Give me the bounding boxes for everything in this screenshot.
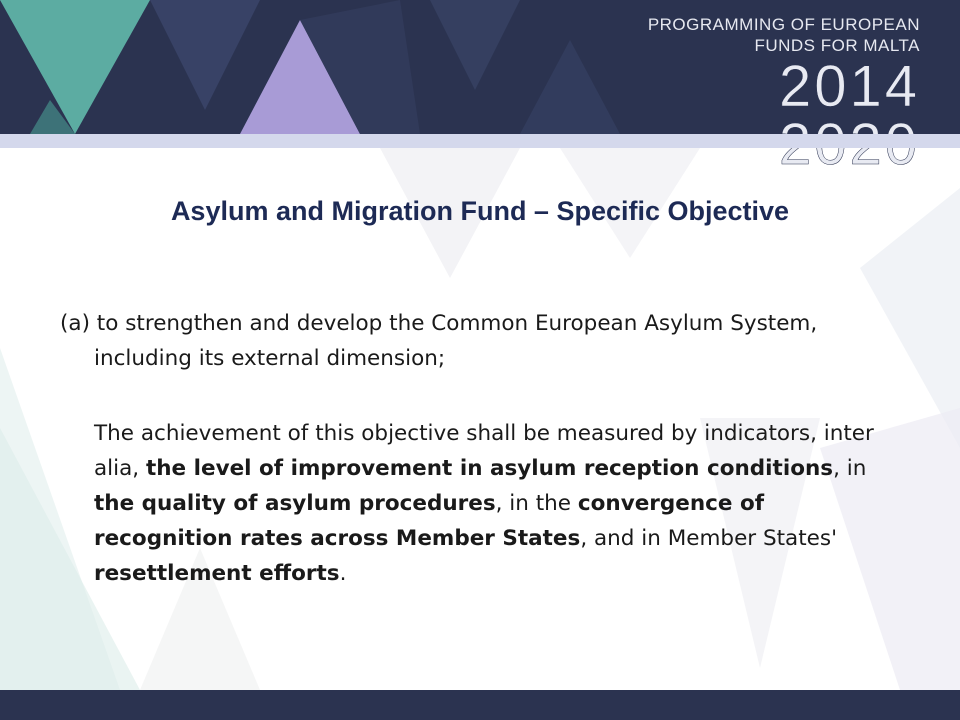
measure-text-2: , in (833, 456, 867, 481)
slide-title: Asylum and Migration Fund – Specific Objective (170, 196, 790, 226)
header-banner (0, 0, 960, 134)
slide-body (60, 306, 880, 591)
measure-bold-3: convergence of recognition rates across Member States (94, 491, 765, 551)
measure-bold-1: the level of improvement in asylum reception conditions (145, 456, 834, 481)
brand-line-1: PROGRAMMING OF EUROPEAN (647, 15, 920, 34)
measurement-paragraph (60, 416, 880, 591)
footer-bar (0, 690, 960, 720)
measure-text-5: . (339, 561, 347, 586)
measure-bold-2: the quality of asylum procedures (94, 491, 496, 516)
brand-years: 2014 (778, 54, 920, 119)
brand-line-2: FUNDS FOR MALTA (754, 36, 920, 55)
objective-paragraph: (a) to strengthen and develop the Common European Asylum System, including its external dimension; (60, 311, 818, 371)
measure-bold-4: resettlement efforts (94, 561, 340, 586)
measure-text-3: , in the (495, 491, 578, 516)
header-band (0, 134, 960, 148)
measure-text-4: , and in Member States' (580, 526, 837, 551)
measure-text-1: The achievement of this objective shall be measured by indicators, inter alia, (94, 421, 874, 481)
